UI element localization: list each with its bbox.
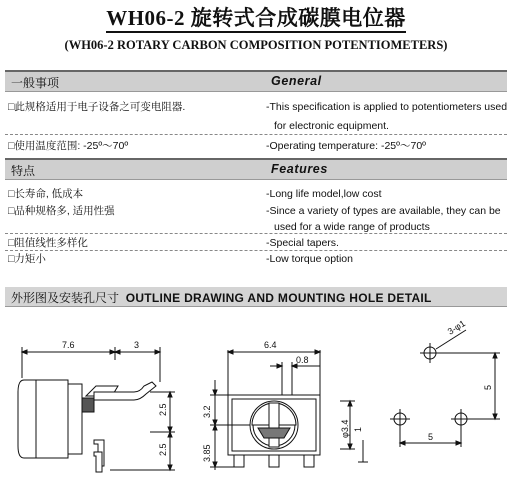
features-header-en: Features (271, 162, 328, 176)
dim-side-h2: 2.5 (158, 443, 168, 456)
page-title: WH06-2 旋转式合成碳膜电位器 (0, 2, 512, 32)
dim-front-pin: 1 (353, 426, 363, 432)
dim-front-h2: 3.85 (202, 444, 212, 462)
dim-front-dia: φ3.4 (340, 419, 350, 438)
features-row-4-cn: □力矩小 (8, 253, 46, 265)
dim-front-width: 6.4 (264, 340, 277, 350)
dim-hole-dia: 3-φ1 (445, 318, 468, 337)
side-view-drawing (18, 347, 175, 472)
general-row-2-en: -Operating temperature: -25º～70º (266, 140, 426, 152)
dim-side-width: 7.6 (62, 340, 75, 350)
dim-side-pin: 3 (134, 340, 140, 350)
features-header-cn: 特点 (11, 164, 36, 178)
features-row-4-en: -Low torque option (266, 253, 353, 265)
dim-front-slot: 0.8 (296, 355, 309, 365)
general-row-2-cn: □使用温度范围: -25º～70º (8, 140, 129, 152)
features-row-3-en: -Special tapers. (266, 237, 339, 249)
dim-hole-w: 5 (428, 432, 434, 442)
outline-header-cn: 外形图及安装孔尺寸 (11, 291, 120, 305)
features-row-2-en-cont: used for a wide range of products (274, 221, 430, 233)
features-row-1-en: -Long life model,low cost (266, 188, 382, 200)
dim-side-h1: 2.5 (158, 403, 168, 416)
features-row-3-cn: □阻值线性多样化 (8, 237, 88, 249)
features-row-2-cn: □品种规格多, 适用性强 (8, 205, 115, 217)
page-subtitle: (WH06-2 ROTARY CARBON COMPOSITION POTENTIOMETERS) (64, 38, 448, 52)
general-row-1-en: -This specification is applied to potentiometers used (266, 101, 508, 113)
outline-header-en: OUTLINE DRAWING AND MOUNTING HOLE DETAIL (125, 291, 432, 305)
features-row-2-en: -Since a variety of types are available, they can be (266, 205, 501, 217)
dim-hole-h: 5 (483, 384, 493, 390)
front-view-drawing (210, 350, 368, 470)
features-row-1-cn: □长寿命, 低成本 (8, 188, 84, 200)
dim-front-h1: 3.2 (202, 405, 212, 418)
general-header-en: General (271, 74, 322, 88)
general-row-1-cn: □此规格适用于电子设备之可变电阻器. (8, 101, 186, 113)
general-header-cn: 一般事项 (11, 76, 60, 90)
general-row-1-en-cont: for electronic equipment. (274, 120, 389, 132)
